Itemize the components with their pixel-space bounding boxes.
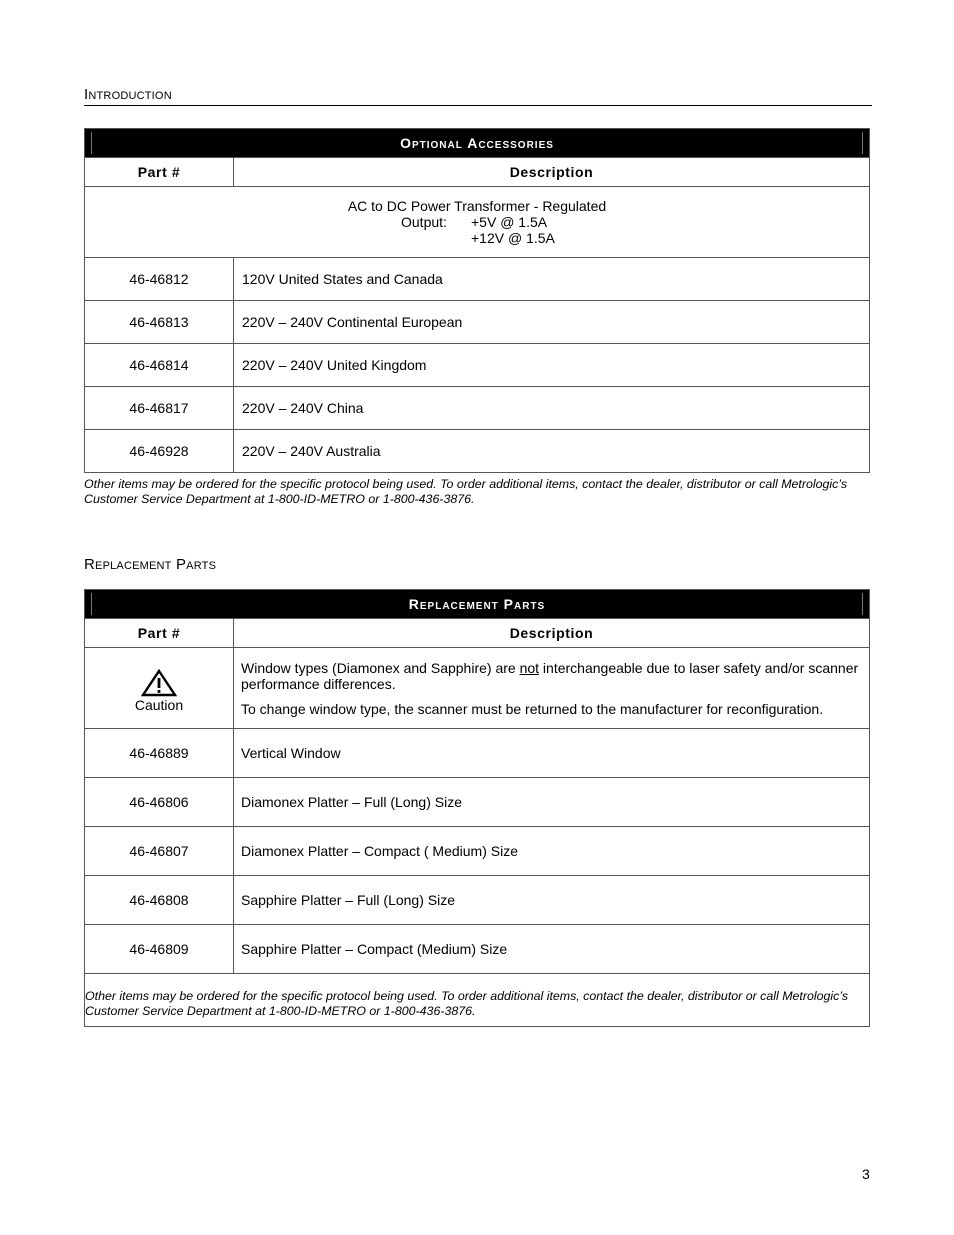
column-header-part: Part # xyxy=(85,158,234,187)
table-row xyxy=(85,778,870,827)
note-line: Customer Service Department at 1-800-ID-METRO or 1-800-436-3876. xyxy=(85,1004,476,1018)
table-row xyxy=(85,729,870,778)
optional-accessories-title: Optional Accessories xyxy=(91,132,863,154)
part-number: 46-46817 xyxy=(85,387,234,430)
table-row xyxy=(85,827,870,876)
part-description: 120V United States and Canada xyxy=(234,258,870,301)
column-header-description: Description xyxy=(234,158,870,187)
output-label: Output: xyxy=(401,214,447,230)
output-value-12v: +12V @ 1.5A xyxy=(471,230,555,246)
caution-instruction: To change window type, the scanner must be returned to the manufacturer for reconfiguration. xyxy=(241,700,824,717)
part-description: 220V – 240V Continental European xyxy=(234,301,870,344)
table-row xyxy=(85,344,870,387)
note-line: Other items may be ordered for the specific protocol being used. To order additional items, contact the dealer, distributor or call Metrologic’s xyxy=(85,989,849,1003)
caution-label: Caution xyxy=(134,697,184,713)
replacement-parts-title: Replacement Parts xyxy=(91,593,863,615)
caution-row xyxy=(85,648,870,729)
caution-description xyxy=(234,648,870,729)
part-number: 46-46889 xyxy=(85,729,234,778)
column-header-part: Part # xyxy=(85,619,234,648)
part-description: Sapphire Platter – Full (Long) Size xyxy=(234,876,870,925)
replacement-parts-note xyxy=(85,974,870,1027)
table-row xyxy=(85,258,870,301)
part-number: 46-46928 xyxy=(85,430,234,473)
part-description: 220V – 240V United Kingdom xyxy=(234,344,870,387)
optional-accessories-note xyxy=(84,477,874,507)
output-value-5v: +5V @ 1.5A xyxy=(471,214,548,230)
part-description: Sapphire Platter – Compact (Medium) Size xyxy=(234,925,870,974)
part-number: 46-46809 xyxy=(85,925,234,974)
table-row xyxy=(85,925,870,974)
replacement-parts-heading: Replacement Parts xyxy=(84,556,217,573)
table-row xyxy=(85,430,870,473)
introduction-heading: Introduction xyxy=(84,86,872,106)
part-number: 46-46813 xyxy=(85,301,234,344)
part-number: 46-46806 xyxy=(85,778,234,827)
optional-accessories-table xyxy=(84,128,870,473)
caution-text: interchangeable due to laser safety and/or scanner performance differences. xyxy=(241,659,859,692)
part-number: 46-46808 xyxy=(85,876,234,925)
note-line: Customer Service Department at 1-800-ID-METRO or 1-800-436-3876. xyxy=(84,492,475,506)
caution-emphasis: not xyxy=(519,659,540,676)
caution-cell xyxy=(85,648,234,729)
part-description: Diamonex Platter – Full (Long) Size xyxy=(234,778,870,827)
part-number: 46-46807 xyxy=(85,827,234,876)
note-line: Other items may be ordered for the specific protocol being used. To order additional items, contact the dealer, distributor or call Metrologic’s xyxy=(84,477,848,491)
part-number: 46-46812 xyxy=(85,258,234,301)
part-number: 46-46814 xyxy=(85,344,234,387)
part-description: Vertical Window xyxy=(234,729,870,778)
part-description: Diamonex Platter – Compact ( Medium) Size xyxy=(234,827,870,876)
transformer-group-cell xyxy=(85,187,870,258)
table-row xyxy=(85,876,870,925)
table-row xyxy=(85,387,870,430)
replacement-parts-table xyxy=(84,589,870,1027)
page-number: 3 xyxy=(862,1166,870,1182)
transformer-group-title: AC to DC Power Transformer - Regulated xyxy=(347,198,607,214)
warning-triangle-icon xyxy=(86,669,232,695)
part-description: 220V – 240V China xyxy=(234,387,870,430)
column-header-description: Description xyxy=(234,619,870,648)
part-description: 220V – 240V Australia xyxy=(234,430,870,473)
caution-text: Window types (Diamonex and Sapphire) are xyxy=(241,659,520,676)
table-row xyxy=(85,301,870,344)
